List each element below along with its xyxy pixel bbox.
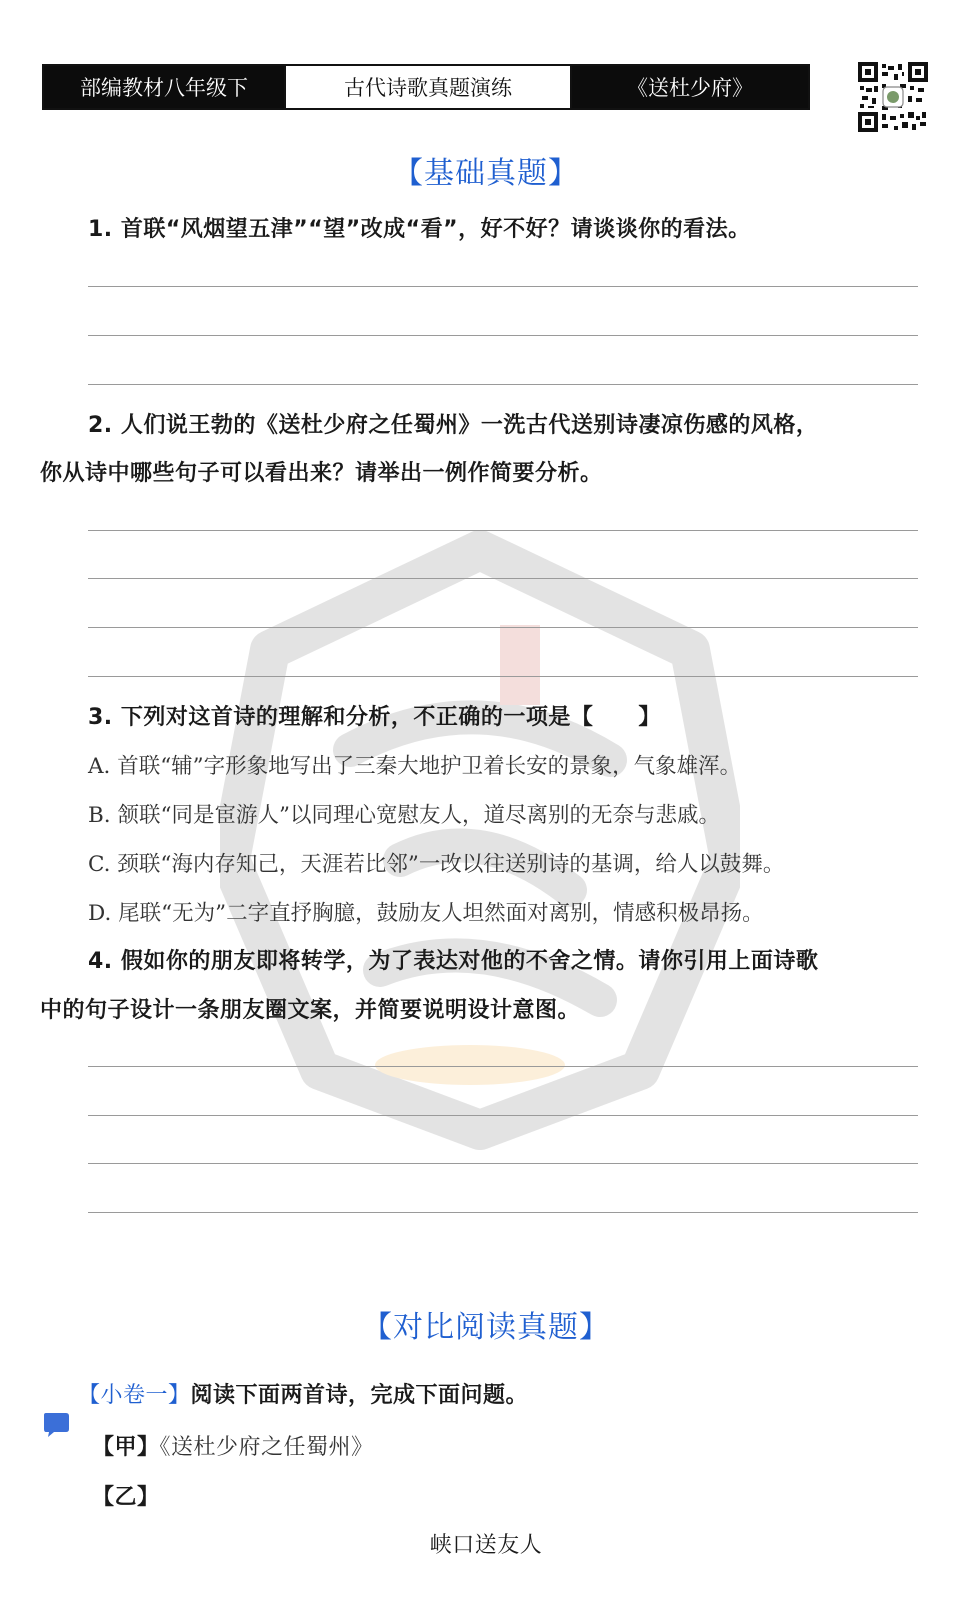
qr-code-icon — [858, 62, 928, 132]
question-3-stem: 3. 下列对这首诗的理解和分析，不正确的一项是【 】 — [88, 705, 661, 730]
answer-line — [88, 1212, 918, 1213]
question-2-line-1: 2. 人们说王勃的《送杜少府之任蜀州》一洗古代送别诗凄凉伤感的风格， — [88, 413, 819, 438]
question-4-line-1: 4. 假如你的朋友即将转学，为了表达对他的不舍之情。请你引用上面诗歌 — [88, 949, 819, 974]
watermark-emblem — [220, 530, 740, 1150]
question-1: 1. 首联“风烟望五津”“望”改成“看”，好不好？请谈谈你的看法。 — [88, 217, 751, 242]
header-bar — [42, 64, 810, 110]
answer-line — [88, 578, 918, 579]
juan-instruction: 阅读下面两首诗，完成下面问题。 — [190, 1383, 529, 1408]
answer-line — [88, 286, 918, 287]
poem-2-title: 峡口送友人 — [429, 1533, 543, 1558]
juan-tag: 【小卷一】 — [78, 1383, 191, 1408]
option-b: B. 颔联“同是宦游人”以同理心宽慰友人，道尽离别的无奈与悲戚。 — [88, 803, 720, 828]
question-2-line-2: 你从诗中哪些句子可以看出来？请举出一例作简要分析。 — [40, 461, 603, 486]
question-4-line-2: 中的句子设计一条朋友圈文案，并简要说明设计意图。 — [40, 998, 581, 1023]
option-d: D. 尾联“无为”二字直抒胸臆，鼓励友人坦然面对离别，情感积极昂扬。 — [88, 901, 764, 926]
juan-line — [78, 1378, 528, 1409]
answer-line — [88, 1066, 918, 1067]
jia-title: 《送杜少府之任蜀州》 — [159, 1435, 374, 1460]
header-poem: 《送杜少府》 — [572, 66, 808, 108]
jia-line — [92, 1430, 374, 1461]
answer-line — [88, 335, 918, 336]
section-title-comparison: 【对比阅读真题】 — [362, 1310, 610, 1345]
answer-line — [88, 384, 918, 385]
yi-label: 【乙】 — [92, 1485, 160, 1510]
header-topic: 古代诗歌真题演练 — [284, 66, 572, 108]
answer-line — [88, 676, 918, 677]
header-grade: 部编教材八年级下 — [44, 66, 284, 108]
section-title-basic: 【基础真题】 — [393, 156, 579, 191]
answer-line — [88, 530, 918, 531]
answer-line — [88, 1163, 918, 1164]
option-c: C. 颈联“海内存知己，天涯若比邻”一改以往送别诗的基调，给人以鼓舞。 — [88, 852, 785, 877]
answer-line — [88, 627, 918, 628]
option-a: A. 首联“辅”字形象地写出了三秦大地护卫着长安的景象，气象雄浑。 — [88, 754, 742, 779]
bookmark-icon — [42, 1412, 72, 1438]
answer-line — [88, 1115, 918, 1116]
jia-label: 【甲】 — [92, 1435, 160, 1460]
